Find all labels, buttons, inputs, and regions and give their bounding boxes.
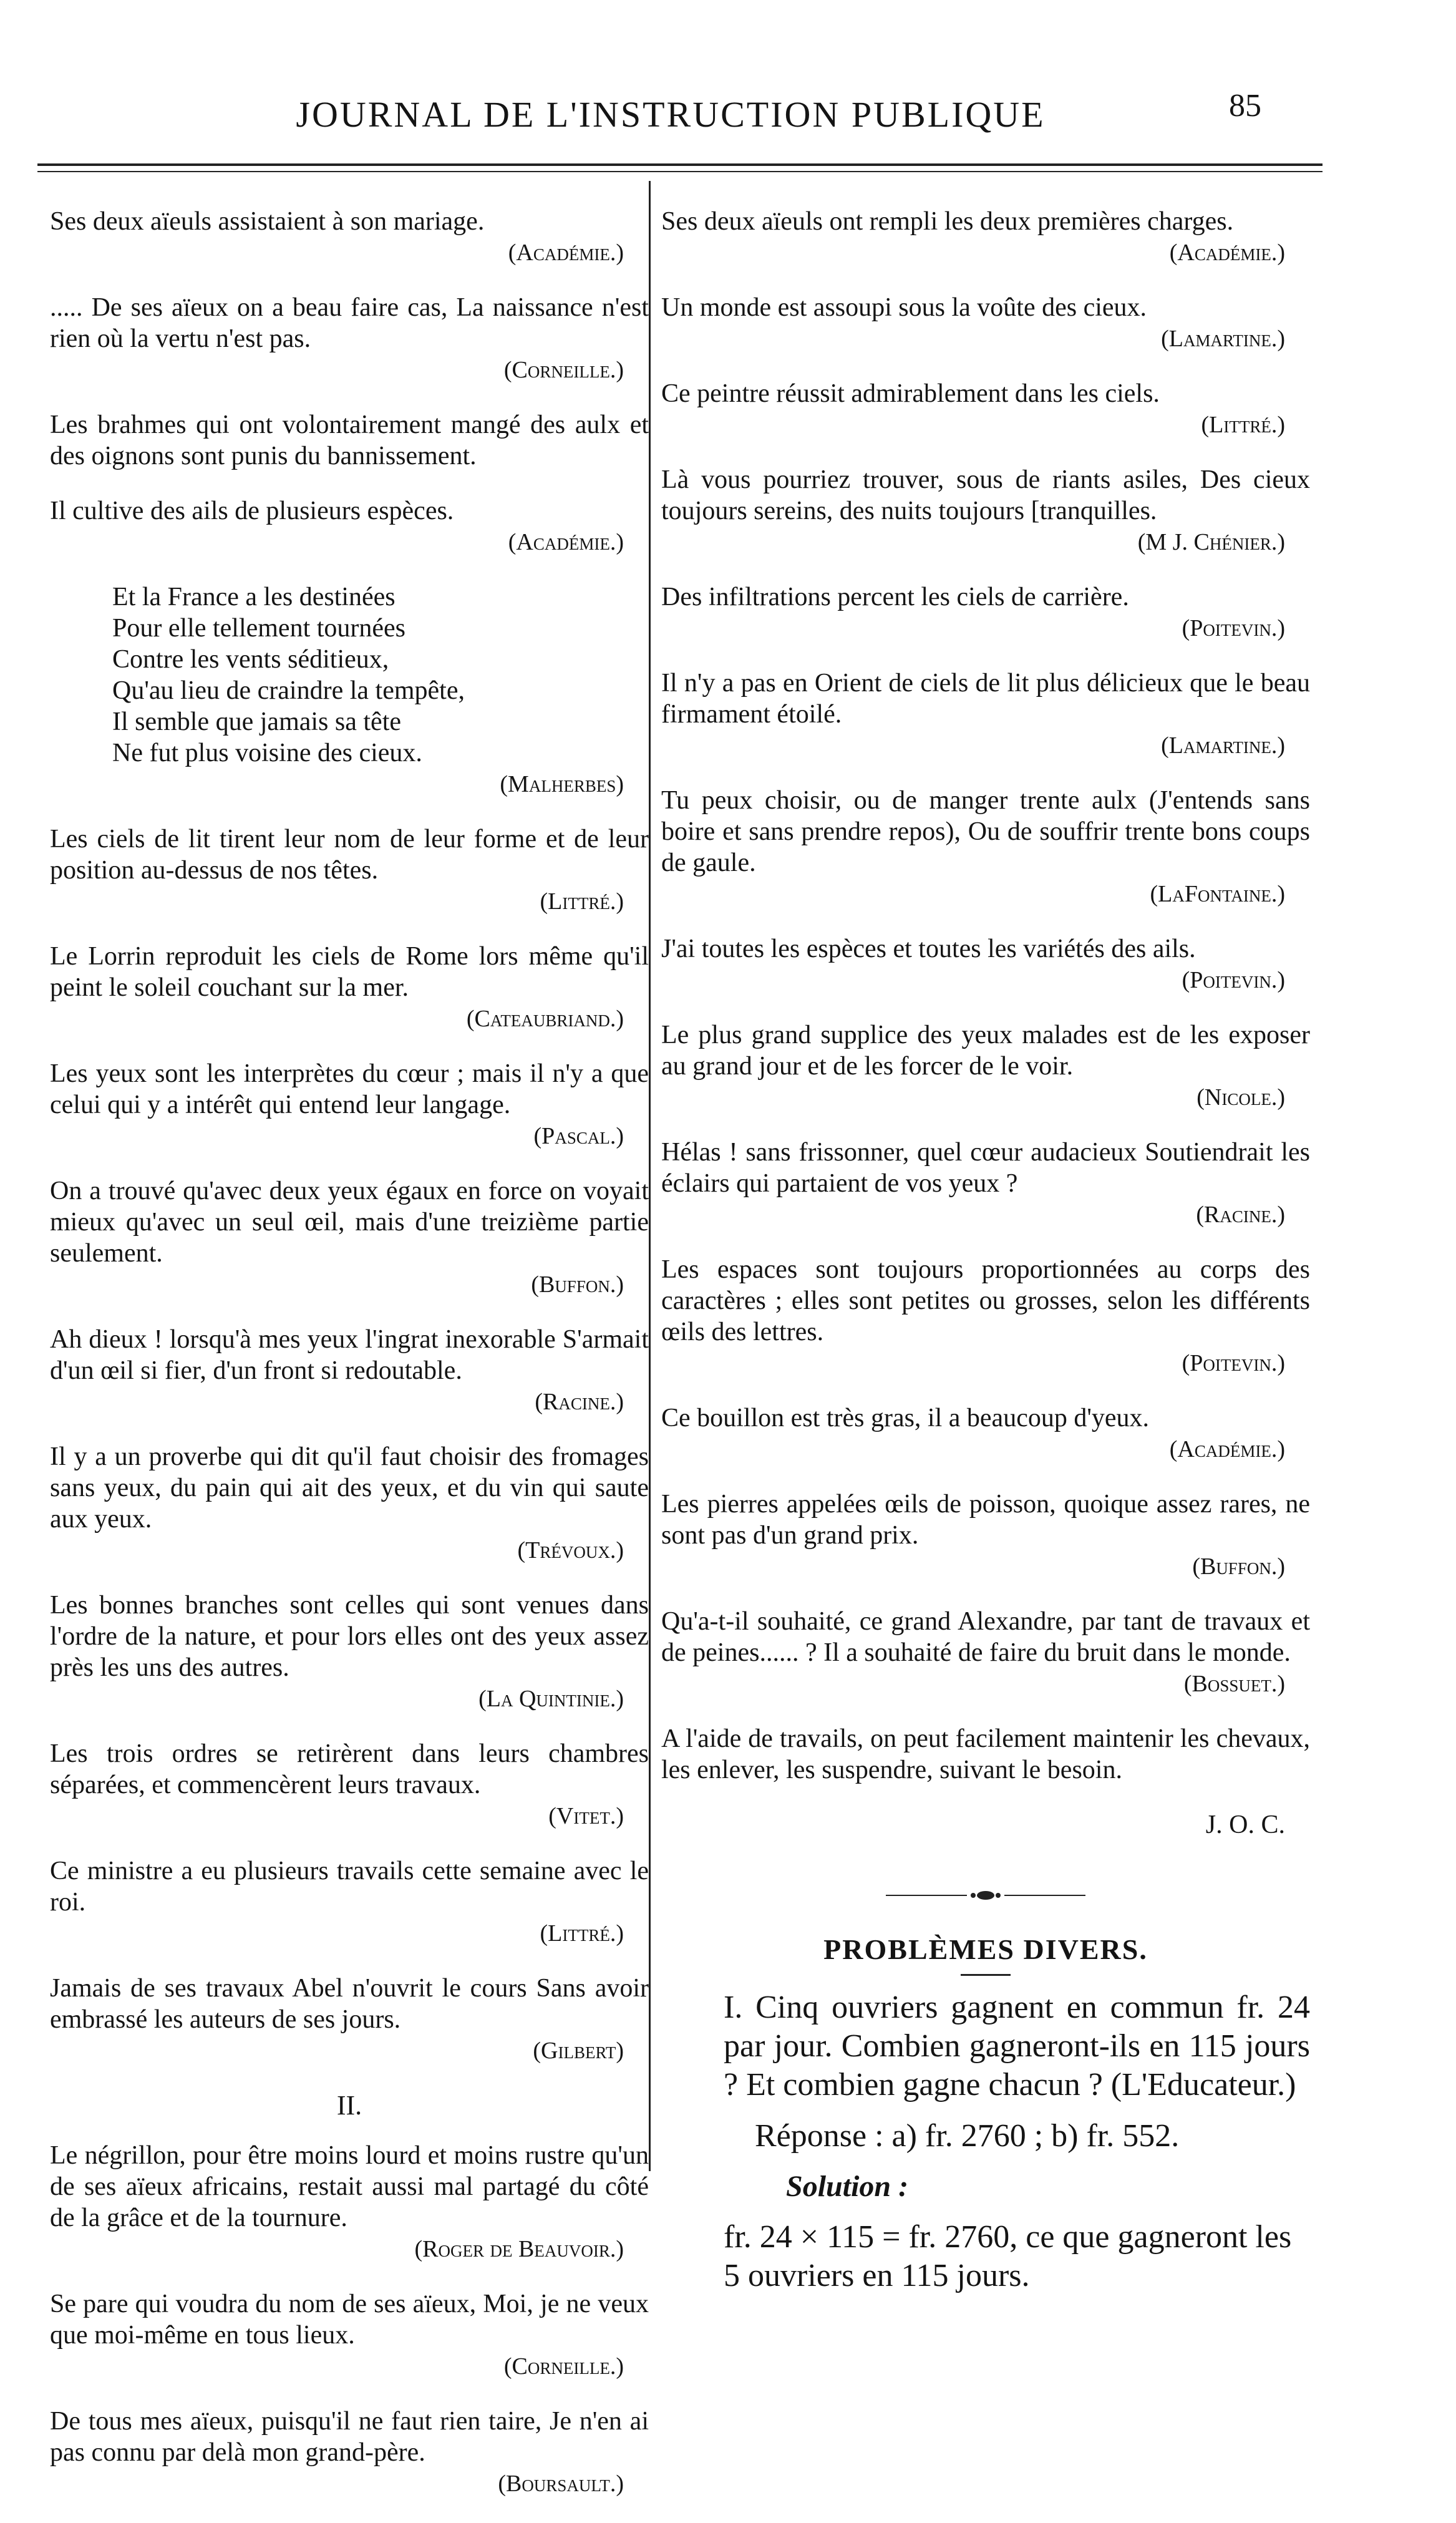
quote-source: (Trévoux.) [517, 1537, 624, 1563]
quote-source: (Bossuet.) [1183, 1671, 1285, 1697]
quote: Les yeux sont les interprètes du cœur ; mais il n'y a que celui qui y a intérêt qui entend leur langage. [50, 1059, 649, 1119]
quote: Tu peux choisir, ou de manger trente aulx (J'entends sans boire et sans prendre repos), Ou de souffrir trente bons coups de gaule. [661, 786, 1310, 877]
quote: Les espaces sont toujours proportionnées au corps des caractères ; elles sont petites ou grosses, selon les différents œils des lettres. [661, 1255, 1310, 1346]
quote-source: (Cateaubriand.) [466, 1006, 624, 1032]
quote: J'ai toutes les espèces et toutes les variétés des ails. [661, 935, 1196, 963]
column-divider [649, 181, 651, 2171]
quote-source: (Poitevin.) [1182, 1350, 1285, 1376]
quote: Le Lorrin reproduit les ciels de Rome lors même qu'il peint le soleil couchant sur la mer. [50, 942, 649, 1002]
header-rule [37, 163, 1323, 166]
quote: Ce peintre réussit admirablement dans les ciels. [661, 379, 1160, 408]
section-number: II. [336, 2090, 362, 2121]
quote-source: (Gilbert) [533, 2038, 624, 2064]
quote-source: (Buffon.) [1192, 1553, 1285, 1580]
quote-source: (Poitevin.) [1182, 967, 1285, 993]
quote-source: (Corneille.) [503, 357, 624, 383]
title-rule [961, 1974, 1011, 1976]
verse-block [112, 581, 649, 800]
quote-source: (Corneille.) [503, 2353, 624, 2380]
quote: ..... De ses aïeux on a beau faire cas, La naissance n'est rien où la vertu n'est pas. [50, 293, 649, 353]
quote: Des infiltrations percent les ciels de carrière. [661, 583, 1129, 611]
quote-source: (Littré.) [540, 888, 624, 915]
quote: Là vous pourriez trouver, sous de riants asiles, Des cieux toujours sereins, des nuits toujours [tranquilles. [661, 465, 1310, 525]
quote-source: (Académie.) [508, 240, 624, 266]
quote-source: (Académie.) [1169, 1436, 1285, 1462]
quote: A l'aide de travails, on peut facilement maintenir les chevaux, les enlever, les suspendre, suivant le besoin. [661, 1724, 1310, 1784]
quote: Ah dieux ! lorsqu'à mes yeux l'ingrat inexorable S'armait d'un œil si fier, d'un front si redoutable. [50, 1325, 649, 1385]
quote: Les pierres appelées œils de poisson, quoique assez rares, ne sont pas d'un grand prix. [661, 1490, 1310, 1550]
quote: Hélas ! sans frissonner, quel cœur audacieux Soutiendrait les éclairs qui partaient de vos yeux ? [661, 1138, 1310, 1198]
running-head: JOURNAL DE L'INSTRUCTION PUBLIQUE [296, 94, 1046, 135]
quote: De tous mes aïeux, puisqu'il ne faut rien taire, Je n'en ai pas connu par delà mon grand-père. [50, 2407, 649, 2467]
quote-source: (Littré.) [540, 1920, 624, 1947]
quote-source: (Littré.) [1201, 412, 1285, 438]
verse-line: Il semble que jamais sa tête [112, 707, 402, 736]
quote-source: (Lamartine.) [1161, 326, 1285, 352]
quote: Un monde est assoupi sous la voûte des cieux. [661, 293, 1147, 322]
section-ornament [661, 1878, 1310, 1909]
page-number: 85 [1229, 88, 1261, 124]
quote: Il n'y a pas en Orient de ciels de lit plus délicieux que le beau firmament étoilé. [661, 669, 1310, 729]
quote-source: (Académie.) [508, 529, 624, 555]
quote-source: (Lamartine.) [1161, 732, 1285, 759]
quote-source: (Racine.) [535, 1389, 624, 1415]
quote: Ce ministre a eu plusieurs travails cette semaine avec le roi. [50, 1857, 649, 1917]
quote: Il y a un proverbe qui dit qu'il faut choisir des fromages sans yeux, du pain qui ait des yeux, et du vin qui saute aux yeux. [50, 1442, 649, 1534]
quote: Le plus grand supplice des yeux malades est de les exposer au grand jour et de les forcer de le voir. [661, 1021, 1310, 1081]
quote-source: (Roger de Beauvoir.) [414, 2236, 624, 2262]
quote: Ce bouillon est très gras, il a beaucoup d'yeux. [661, 1404, 1150, 1432]
left-column [50, 206, 649, 2523]
problem-statement: I. Cinq ouvriers gagnent en commun fr. 24 par jour. Combien gagneront-ils en 115 jours ? Et combien gagne chacun ? (L'Educateur.) [724, 1990, 1310, 2102]
header-rule-thin [37, 171, 1323, 172]
quote: Les brahmes qui ont volontairement mangé des aulx et des oignons sont punis du bannissement. [50, 411, 649, 470]
verse-line: Et la France a les destinées [112, 583, 396, 611]
quote-source: (Malherbes) [500, 771, 624, 797]
ornament-divider [886, 1889, 1085, 1902]
quote-source: (Académie.) [1169, 240, 1285, 266]
quote: Le négrillon, pour être moins lourd et moins rustre qu'un de ses aïeux africains, restait aussi mal partagé du côté de la grâce et de la tournure. [50, 2141, 649, 2232]
quote-source: (Buffon.) [531, 1271, 624, 1298]
quote: Il cultive des ails de plusieurs espèces. [50, 497, 454, 525]
verse-line: Qu'au lieu de craindre la tempête, [112, 676, 465, 705]
quote-source: (M J. Chénier.) [1137, 529, 1285, 555]
signature: J. O. C. [1205, 1811, 1285, 1839]
quote: On a trouvé qu'avec deux yeux égaux en force on voyait mieux qu'avec un seul œil, mais d'une treizième partie seulement. [50, 1177, 649, 1268]
verse-line: Contre les vents séditieux, [112, 645, 389, 674]
solution-text: fr. 24 × 115 = fr. 2760, ce que gagneront les 5 ouvriers en 115 jours. [724, 2219, 1292, 2293]
quote-source: (Pascal.) [533, 1123, 624, 1149]
quote: Jamais de ses travaux Abel n'ouvrit le cours Sans avoir embrassé les auteurs de ses jours. [50, 1974, 649, 2034]
quote-source: (Racine.) [1196, 1202, 1285, 1228]
quote-source: (Nicole.) [1196, 1084, 1285, 1111]
quote: Se pare qui voudra du nom de ses aïeux, Moi, je ne veux que moi-même en tous lieux. [50, 2290, 649, 2350]
quote: Ses deux aïeuls ont rempli les deux premières charges. [661, 207, 1234, 236]
problems-title: PROBLÈMES DIVERS. [823, 1933, 1148, 1965]
quote: Qu'a-t-il souhaité, ce grand Alexandre, par tant de travaux et de peines...... ? Il a souhaité de faire du bruit dans le monde. [661, 1607, 1310, 1667]
problem-answer: Réponse : a) fr. 2760 ; b) fr. 552. [755, 2118, 1180, 2154]
verse-line: Pour elle tellement tournées [112, 614, 406, 643]
quote: Ses deux aïeuls assistaient à son mariage. [50, 207, 485, 236]
quote-source: (Poitevin.) [1182, 615, 1285, 641]
quote-source: (Vitet.) [548, 1803, 624, 1829]
quote: Les ciels de lit tirent leur nom de leur forme et de leur position au-dessus de nos têtes. [50, 825, 649, 885]
quote: Les bonnes branches sont celles qui sont venues dans l'ordre de la nature, et pour lors elles ont des yeux assez près les uns des autres. [50, 1591, 649, 1682]
quote-source: (La Quintinie.) [478, 1686, 624, 1712]
quote: Les trois ordres se retirèrent dans leurs chambres séparées, et commencèrent leurs travaux. [50, 1739, 649, 1799]
quote-source: (LaFontaine.) [1150, 881, 1285, 907]
quote-source: (Boursault.) [498, 2471, 624, 2497]
solution-label: Solution : [786, 2170, 909, 2203]
right-column [661, 206, 1310, 2295]
verse-line: Ne fut plus voisine des cieux. [112, 739, 422, 767]
